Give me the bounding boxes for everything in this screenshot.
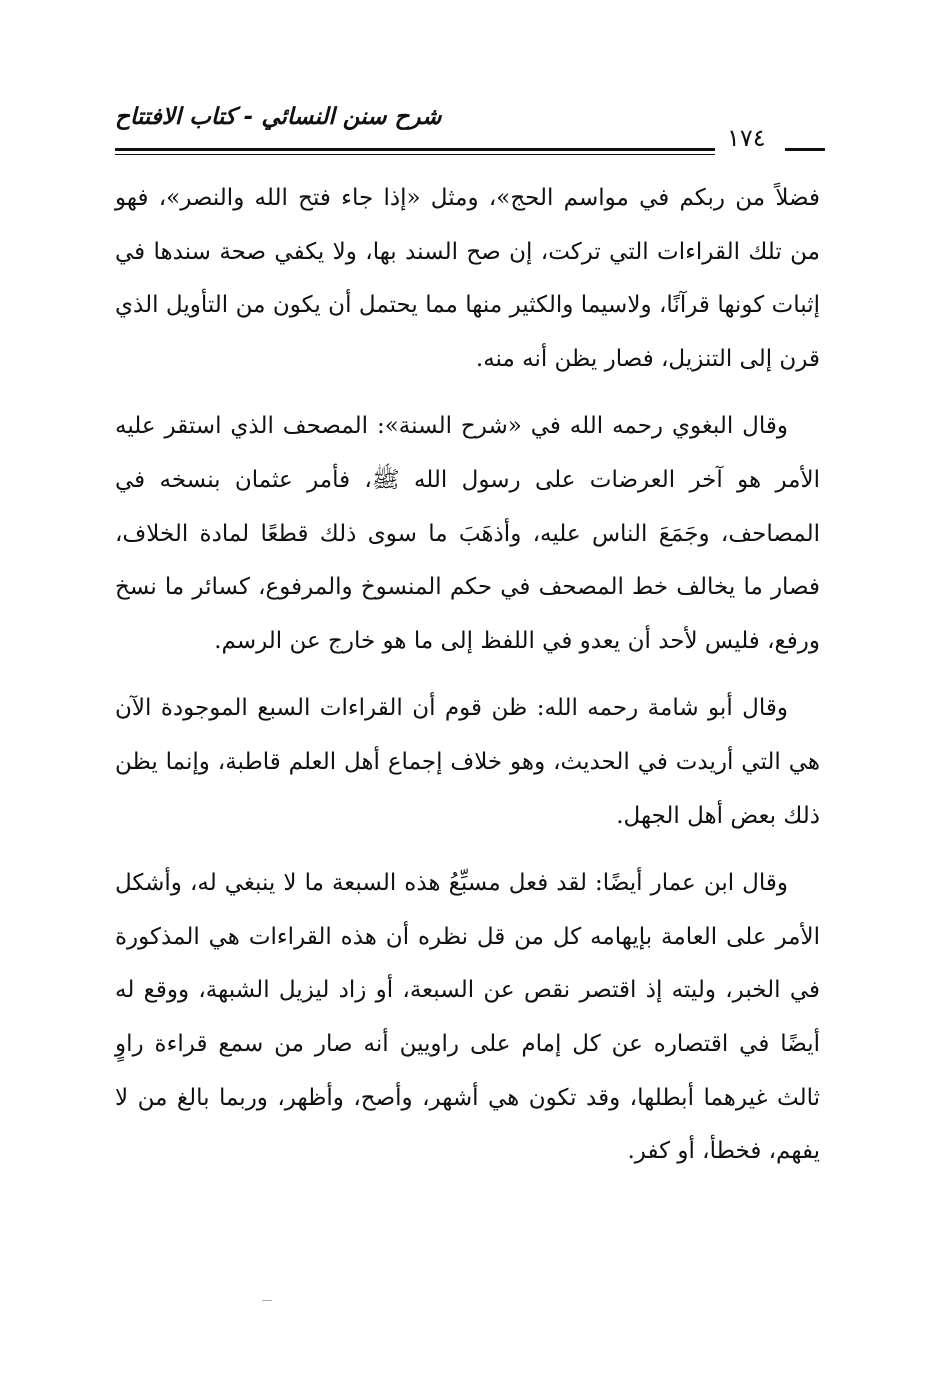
paragraph: وقال أبو شامة رحمه الله: ظن قوم أن القراءات السبع الموجودة الآن هي التي أريدت في الحديث، وهو خلاف إجماع أهل العلم قاطبة، وإنما يظن ذلك بعض أهل الجهل. [115,695,820,829]
header-rule-thin [115,154,715,155]
scan-mark [262,1300,272,1301]
paragraph: وقال البغوي رحمه الله في «شرح السنة»: المصحف الذي استقر عليه الأمر هو آخر العرضات على رسول الله ﷺ، فأمر عثمان بنسخه في المصاحف، وجَمَعَ الناس عليه، وأذهَبَ ما سوى ذلك قطعًا لمادة الخلاف، فصار ما يخالف خط المصحف في حكم المنسوخ والمرفوع، كسائر ما نسخ ورفع، فليس لأحد أن يعدو في اللفظ إلى ما هو خارج عن الرسم. [115,413,820,654]
paragraph: فضلاً من ربكم في مواسم الحج»، ومثل «إذا جاء فتح الله والنصر»، فهو من تلك القراءات التي تركت، إن صح السند بها، ولا يكفي صحة سندها في إثبات كونها قرآنًا، ولاسيما والكثير منها مما يحتمل أن يكون من التأويل الذي قرن إلى التنزيل، فصار يظن أنه منه. [115,185,820,372]
paragraph: وقال ابن عمار أيضًا: لقد فعل مسبِّعُ هذه السبعة ما لا ينبغي له، وأشكل الأمر على العامة بإيهامه كل من قل نظره أن هذه القراءات هي المذكورة في الخبر، وليته إذ اقتصر نقص عن السبعة، أو زاد ليزيل الشبهة، ووقع له أيضًا في اقتصاره عن كل إمام على راويين أنه صار من سمع قراءة راوٍ ثالث غيرهما أبطلها، وقد تكون هي أشهر، وأصح، وأظهر، وربما بالغ من لا يفهم، فخطأ، أو كفر. [115,870,820,1165]
body-text [115,172,820,1179]
page-number-rule [785,148,825,151]
running-title: شرح سنن النسائي - كتاب الافتتاح [115,104,442,130]
page-number: ١٧٤ [727,124,766,152]
header-rule [115,148,715,151]
